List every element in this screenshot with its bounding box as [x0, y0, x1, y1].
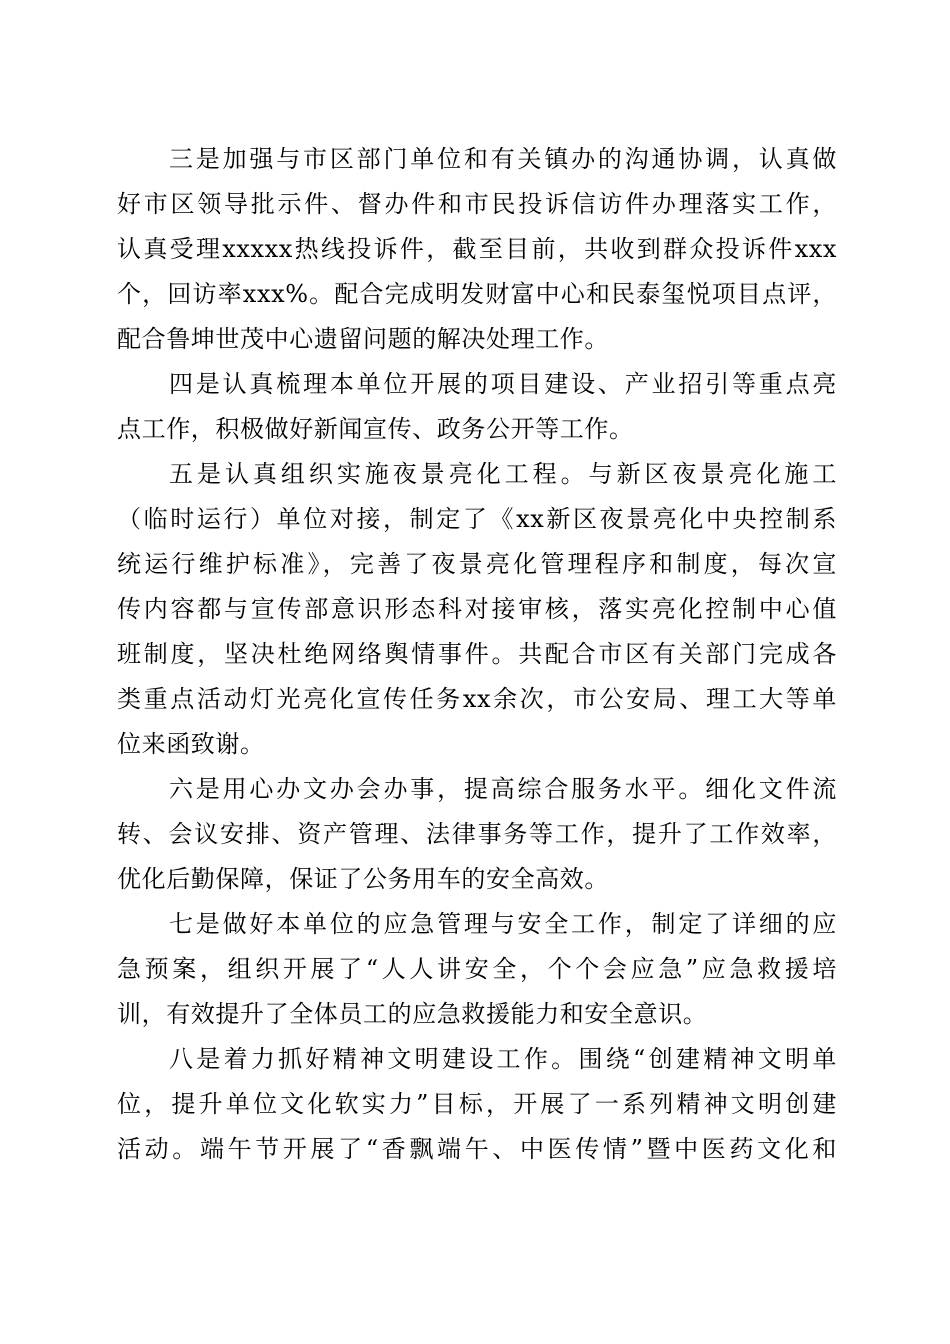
text-line: 班制度，坚决杜绝网络舆情事件。共配合市区有关部门完成各	[117, 640, 837, 668]
text-line: 优化后勤保障，保证了公务用车的安全高效。	[117, 865, 609, 893]
text-line: 训，有效提升了全体员工的应急救援能力和安全意识。	[117, 1000, 708, 1028]
document-body	[117, 137, 837, 1172]
text-line: 点工作，积极做好新闻宣传、政务公开等工作。	[117, 415, 634, 443]
text-line: 活动。端午节开展了“香飘端午、中医传情”暨中医药文化和	[117, 1135, 837, 1163]
text-line: 类重点活动灯光亮化宣传任务xx余次，市公安局、理工大等单	[117, 685, 837, 713]
text-line: （临时运行）单位对接，制定了《xx新区夜景亮化中央控制系	[117, 505, 837, 533]
paragraph-item-7	[117, 902, 837, 1037]
text-line: 配合鲁坤世茂中心遗留问题的解决处理工作。	[117, 325, 609, 353]
paragraph-item-6	[117, 767, 837, 902]
text-line: 急预案，组织开展了“人人讲安全，个个会应急”应急救援培	[117, 955, 837, 983]
text-line: 好市区领导批示件、督办件和市民投诉信访件办理落实工作，	[117, 190, 837, 218]
text-line: 七是做好本单位的应急管理与安全工作，制定了详细的应	[169, 910, 837, 938]
text-line: 六是用心办文办会办事，提高综合服务水平。细化文件流	[169, 775, 837, 803]
text-line: 位，提升单位文化软实力”目标，开展了一系列精神文明创建	[117, 1090, 837, 1118]
text-line: 个，回访率xxx%。配合完成明发财富中心和民泰玺悦项目点评，	[117, 280, 837, 308]
text-line: 转、会议安排、资产管理、法律事务等工作，提升了工作效率，	[117, 820, 837, 848]
text-line: 位来函致谢。	[117, 730, 265, 758]
paragraph-item-4	[117, 362, 837, 452]
text-line: 三是加强与市区部门单位和有关镇办的沟通协调，认真做	[169, 145, 837, 173]
text-line: 传内容都与宣传部意识形态科对接审核，落实亮化控制中心值	[117, 595, 837, 623]
paragraph-item-5	[117, 452, 837, 767]
text-line: 五是认真组织实施夜景亮化工程。与新区夜景亮化施工	[169, 460, 837, 488]
text-line: 八是着力抓好精神文明建设工作。围绕“创建精神文明单	[169, 1045, 837, 1073]
text-line: 认真受理xxxxx热线投诉件，截至目前，共收到群众投诉件xxx	[117, 235, 837, 263]
paragraph-item-8	[117, 1037, 837, 1172]
text-line: 统运行维护标准》，完善了夜景亮化管理程序和制度，每次宣	[117, 550, 837, 578]
paragraph-item-3	[117, 137, 837, 362]
text-line: 四是认真梳理本单位开展的项目建设、产业招引等重点亮	[169, 370, 837, 398]
